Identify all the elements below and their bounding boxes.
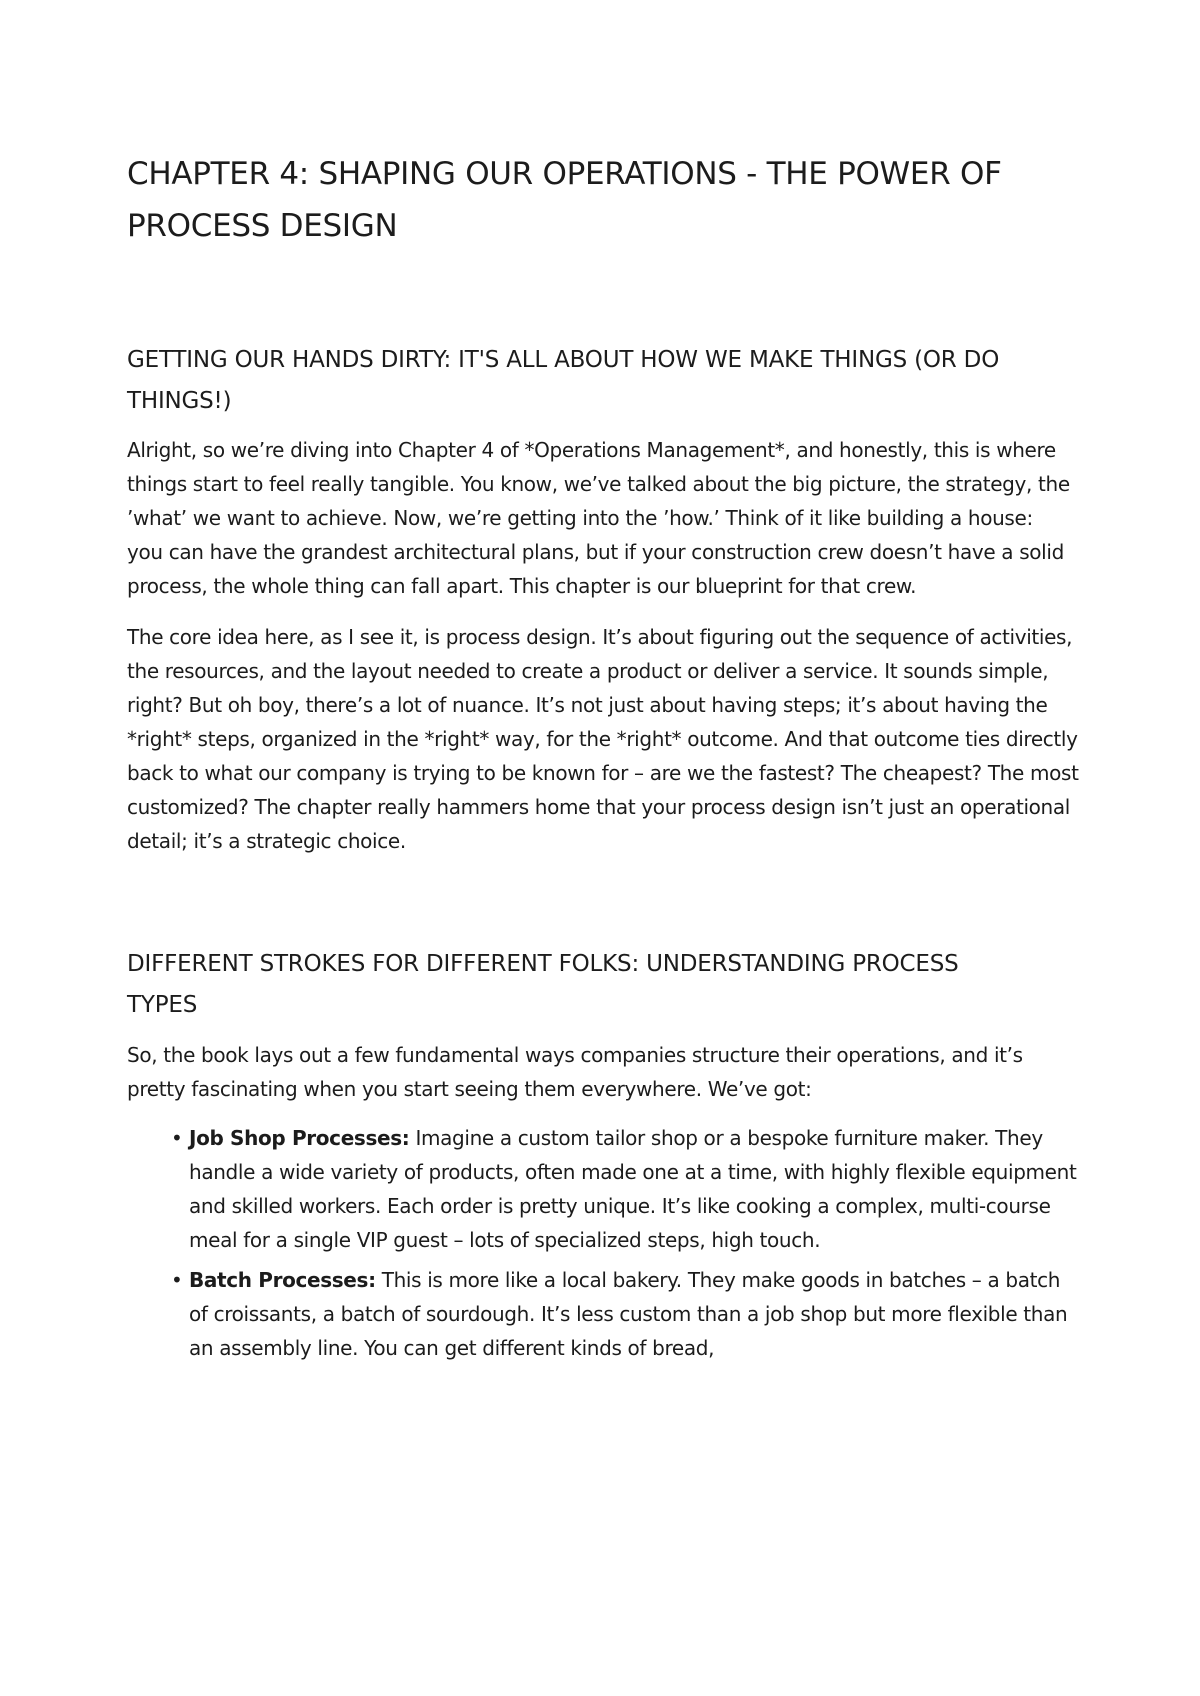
- list-item-term: Job Shop Processes:: [189, 1126, 410, 1150]
- list-item-text: Imagine a custom tailor shop or a bespoke furniture maker. They handle a wide variety of products, often made one at a time, with highly flexible equipment and skilled workers. Each order is pretty unique. It’s like cooking a complex, multi-course meal for a single VIP guest – lots of specialized steps, high touch.: [189, 1126, 1077, 1252]
- process-type-list: [127, 1121, 1081, 1365]
- bullet-icon: •: [171, 1268, 183, 1292]
- list-item-text: This is more like a local bakery. They make goods in batches – a batch of croissants, a batch of sourdough. It’s less custom than a job shop but more flexible than an assembly line. You can get different kinds of bread,: [189, 1268, 1068, 1360]
- paragraph: So, the book lays out a few fundamental ways companies structure their operations, and it’s pretty fascinating when you start seeing them everywhere. We’ve got:: [127, 1043, 1023, 1101]
- section-heading: GETTING OUR HANDS DIRTY: IT'S ALL ABOUT HOW WE MAKE THINGS (OR DO THINGS!): [127, 347, 1000, 414]
- list-item: [171, 1263, 1081, 1365]
- list-item-term: Batch Processes:: [189, 1268, 376, 1292]
- chapter-title: CHAPTER 4: SHAPING OUR OPERATIONS - THE POWER OF PROCESS DESIGN: [127, 156, 1002, 244]
- paragraph: The core idea here, as I see it, is process design. It’s about figuring out the sequence of activities, the resources, and the layout needed to create a product or deliver a service. It sounds simple, right? But oh boy, there’s a lot of nuance. It’s not just about having steps; it’s about having the *right* steps, organized in the *right* way, for the *right* outcome. And that outcome ties directly back to what our company is trying to be known for – are we the fastest? The cheapest? The most customized? The chapter really hammers home that your process design isn’t just an operational detail; it’s a strategic choice.: [127, 625, 1079, 853]
- section-heading: DIFFERENT STROKES FOR DIFFERENT FOLKS: UNDERSTANDING PROCESS TYPES: [127, 951, 959, 1018]
- paragraph: Alright, so we’re diving into Chapter 4 of *Operations Management*, and honestly, this is where things start to feel really tangible. You know, we’ve talked about the big picture, the strategy, the ’what’ we want to achieve. Now, we’re getting into the ’how.’ Think of it like building a house: you can have the grandest architectural plans, but if your construction crew doesn’t have a solid process, the whole thing can fall apart. This chapter is our blueprint for that crew.: [127, 438, 1070, 598]
- list-item: [171, 1121, 1081, 1257]
- document-page: [127, 148, 1087, 1365]
- bullet-icon: •: [171, 1126, 183, 1150]
